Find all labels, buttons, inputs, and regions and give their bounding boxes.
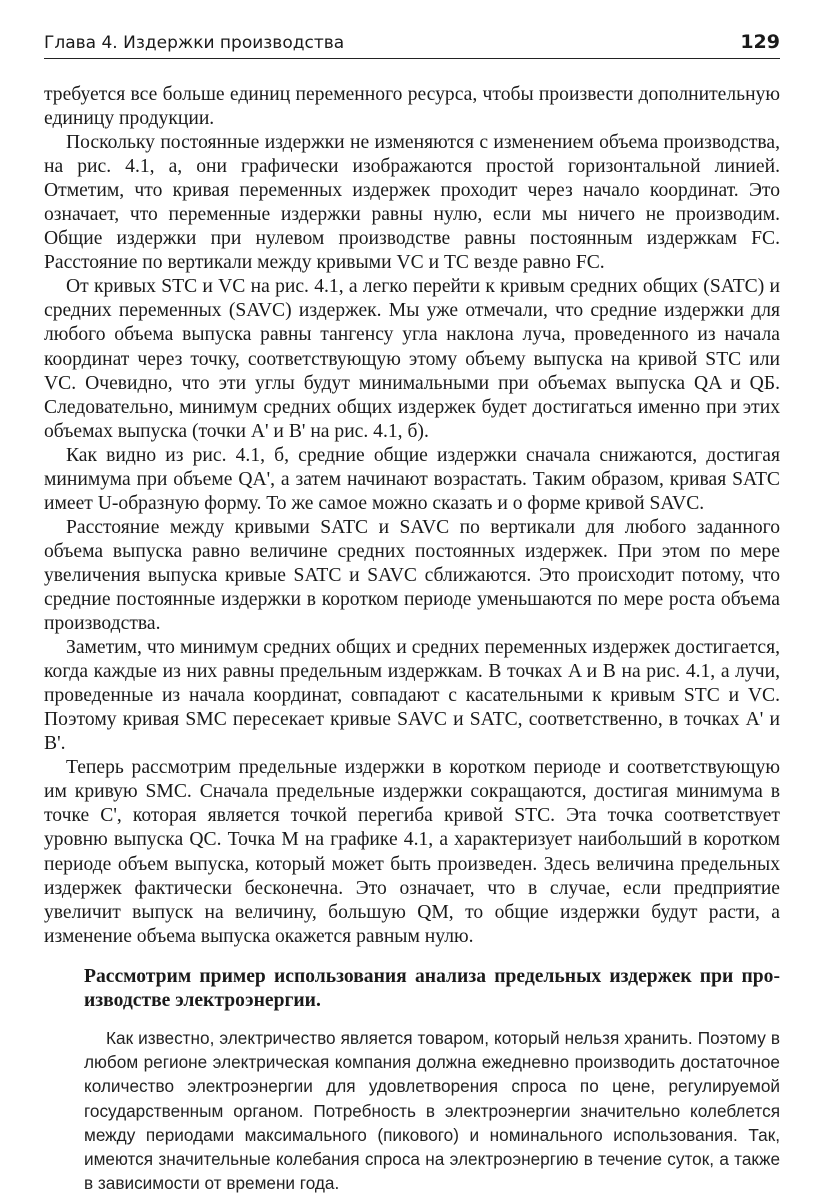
running-header <box>44 31 780 57</box>
example-box <box>84 965 780 1195</box>
paragraph: требуется все больше единиц переменного ресурса, чтобы произвести дополнительную единицу продукции. <box>44 84 780 130</box>
header-divider <box>44 58 780 59</box>
paragraph: Теперь рассмотрим предельные издержки в коротком периоде и соответствующую им кривую SMC. Сначала предельные издержки сокращаются, достигая минимума в точке C', которая является точкой перегиба кривой STC. Эта точка соответствует уровню выпуска QC. Точка M на графике 4.1, а характеризует наибольший в коротком периоде объем выпуска, который может быть произведен. Здесь величина предельных издержек фактически бесконечна. Это означает, что в случае, если предприятие увеличит выпуск на величину, большую QM, то общие издержки будут расти, а изменение объема выпуска окажется равным нулю. <box>44 757 780 947</box>
page-number: 129 <box>740 31 780 53</box>
main-text <box>44 83 780 949</box>
example-text: Как известно, электричество является товаром, который нельзя хранить. Поэтому в любом регионе электрическая компания должна ежедневно производить достаточное количество электроэнергии для удовлетворения спроса по цене, регулируемой государственным органом. Потребность в электроэнергии значительно колеблется между периодами максимального (пикового) и номинального использования. Так, имеются значительные колебания спроса на электроэнергию в течение суток, а также в зависимости от времени года. <box>84 1028 780 1194</box>
example-heading: Рассмотрим пример использования анализа предельных издержек при производстве электроэнергии. <box>84 966 780 1011</box>
paragraph: Заметим, что минимум средних общих и средних переменных издержек достигается, когда каждые из них равны предельным издержкам. В точках A и B на рис. 4.1, а лучи, проведенные из начала координат, совпадают с касательными к кривым STC и VC. Поэтому кривая SMC пересекает кривые SAVC и SATC, соответственно, в точках A' и B'. <box>44 637 780 755</box>
paragraph: Поскольку постоянные издержки не изменяются с изменением объема производства, на рис. 4.1, а, они графически изображаются простой горизонтальной линией. Отметим, что кривая переменных издержек проходит через начало координат. Это означает, что переменные издержки равны нулю, если мы ничего не производим. Общие издержки при нулевом производстве равны постоянным издержкам FC. Расстояние по вертикали между кривыми VC и TC везде равно FC. <box>44 132 780 274</box>
paragraph: Как видно из рис. 4.1, б, средние общие издержки сначала снижаются, достигая минимума при объеме QA', а затем начинают возрастать. Таким образом, кривая SATC имеет U-образную форму. То же самое можно сказать и о форме кривой SAVC. <box>44 444 780 514</box>
paragraph: Расстояние между кривыми SATC и SAVC по вертикали для любого заданного объема выпуска равно величине средних постоянных издержек. При этом по мере увеличения выпуска кривые SATC и SAVC сближаются. Это происходит потому, что средние постоянные издержки в коротком периоде уменьшаются по мере роста объема производства. <box>44 516 780 635</box>
paragraph: От кривых STC и VC на рис. 4.1, а легко перейти к кривым средних общих (SATC) и средних переменных (SAVC) издержек. Мы уже отмечали, что средние издержки для любого объема выпуска равны тангенсу угла наклона луча, проведенного из начала координат через точку, соответствующую этому объему выпуска на кривой STC или VC. Очевидно, что эти углы будут минимальными при объемах выпуска QA и QБ. Следовательно, минимум средних общих издержек будет достигаться именно при этих объемах выпуска (точки A' и B' на рис. 4.1, б). <box>44 276 780 442</box>
chapter-title: Глава 4. Издержки производства <box>44 33 345 53</box>
